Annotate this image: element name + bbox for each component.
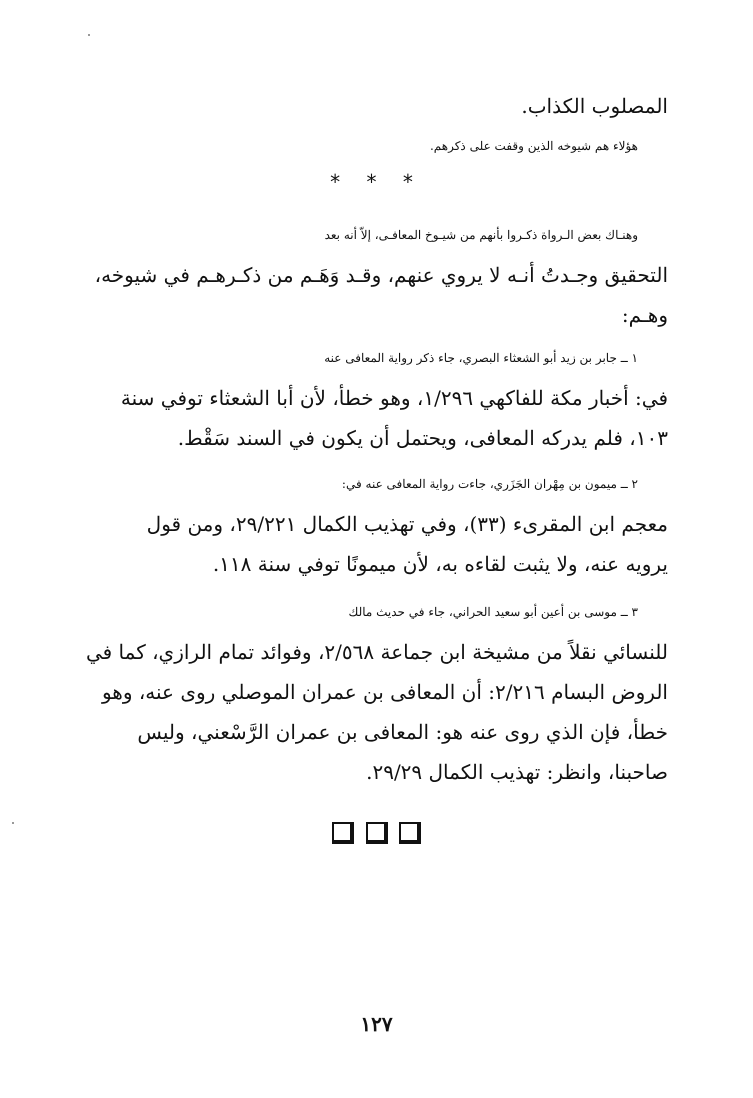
text-line: خطأ، فإن الذي روى عنه هو: المعافى بن عمران الرَّسْعني، وليس <box>137 720 668 744</box>
square-ornament-icon <box>332 822 354 844</box>
text-line: الروض البسام ٢/٢١٦: أن المعافى بن عمران الموصلي روى عنه، وهو <box>101 680 668 704</box>
text-line: التحقيق وجـدتُ أنـه لا يروي عنهم، وقـد وَهَـم من ذكـرهـم في شيوخه، <box>94 263 668 287</box>
scan-speck <box>88 34 90 36</box>
text-line: هؤلاء هم شيوخه الذين وقفت على ذكرهم. <box>429 139 638 153</box>
text-line: معجم ابن المقرىء (٣٣)، وفي تهذيب الكمال ٢٩/٢٢١، ومن قول <box>146 512 668 536</box>
end-of-section-boxes <box>0 822 753 844</box>
paragraph-item-3 <box>78 592 668 792</box>
text-line: للنسائي نقلاً من مشيخة ابن جماعة ٢/٥٦٨، وفوائد تمام الرازي، كما في <box>85 640 668 664</box>
text-line: في: أخبار مكة للفاكهي ١/٢٩٦، وهو خطأ، لأن أبا الشعثاء توفي سنة <box>120 386 668 410</box>
text-line: صاحبنا، وانظر: تهذيب الكمال ٢٩/٢٩. <box>366 760 668 784</box>
square-ornament-icon <box>366 822 388 844</box>
text-line: ١ ــ جابر بن زيد أبو الشعثاء البصري، جاء ذكر رواية المعافى عنه <box>324 351 638 365</box>
paragraph-narrators <box>78 215 668 335</box>
text-line: وهـم: <box>621 303 668 327</box>
page-number: ١٢٧ <box>360 1012 393 1036</box>
text-line: وهنـاك بعض الـرواة ذكـروا بأنهم من شيـوخ المعافـى، إلاّ أنه بعد <box>324 228 638 242</box>
text-line: ٢ ــ ميمون بن مِهْران الجَزَري، جاءت رواية المعافى عنه في: <box>341 477 638 491</box>
paragraph-item-2 <box>78 464 668 584</box>
text-line: المصلوب الكذاب. <box>521 94 668 118</box>
text-line: ٣ ــ موسى بن أعين أبو سعيد الحراني، جاء في حديث مالك <box>348 605 638 619</box>
text-line: يرويه عنه، ولا يثبت لقاءه به، لأن ميمونًا توفي سنة ١١٨. <box>212 552 668 576</box>
square-ornament-icon <box>399 822 421 844</box>
separator-stars: * * * <box>330 170 423 194</box>
paragraph-item-1 <box>78 338 668 458</box>
intro-text <box>78 86 668 166</box>
text-line: ١٠٣، فلم يدركه المعافى، ويحتمل أن يكون في السند سَقْط. <box>177 426 668 450</box>
